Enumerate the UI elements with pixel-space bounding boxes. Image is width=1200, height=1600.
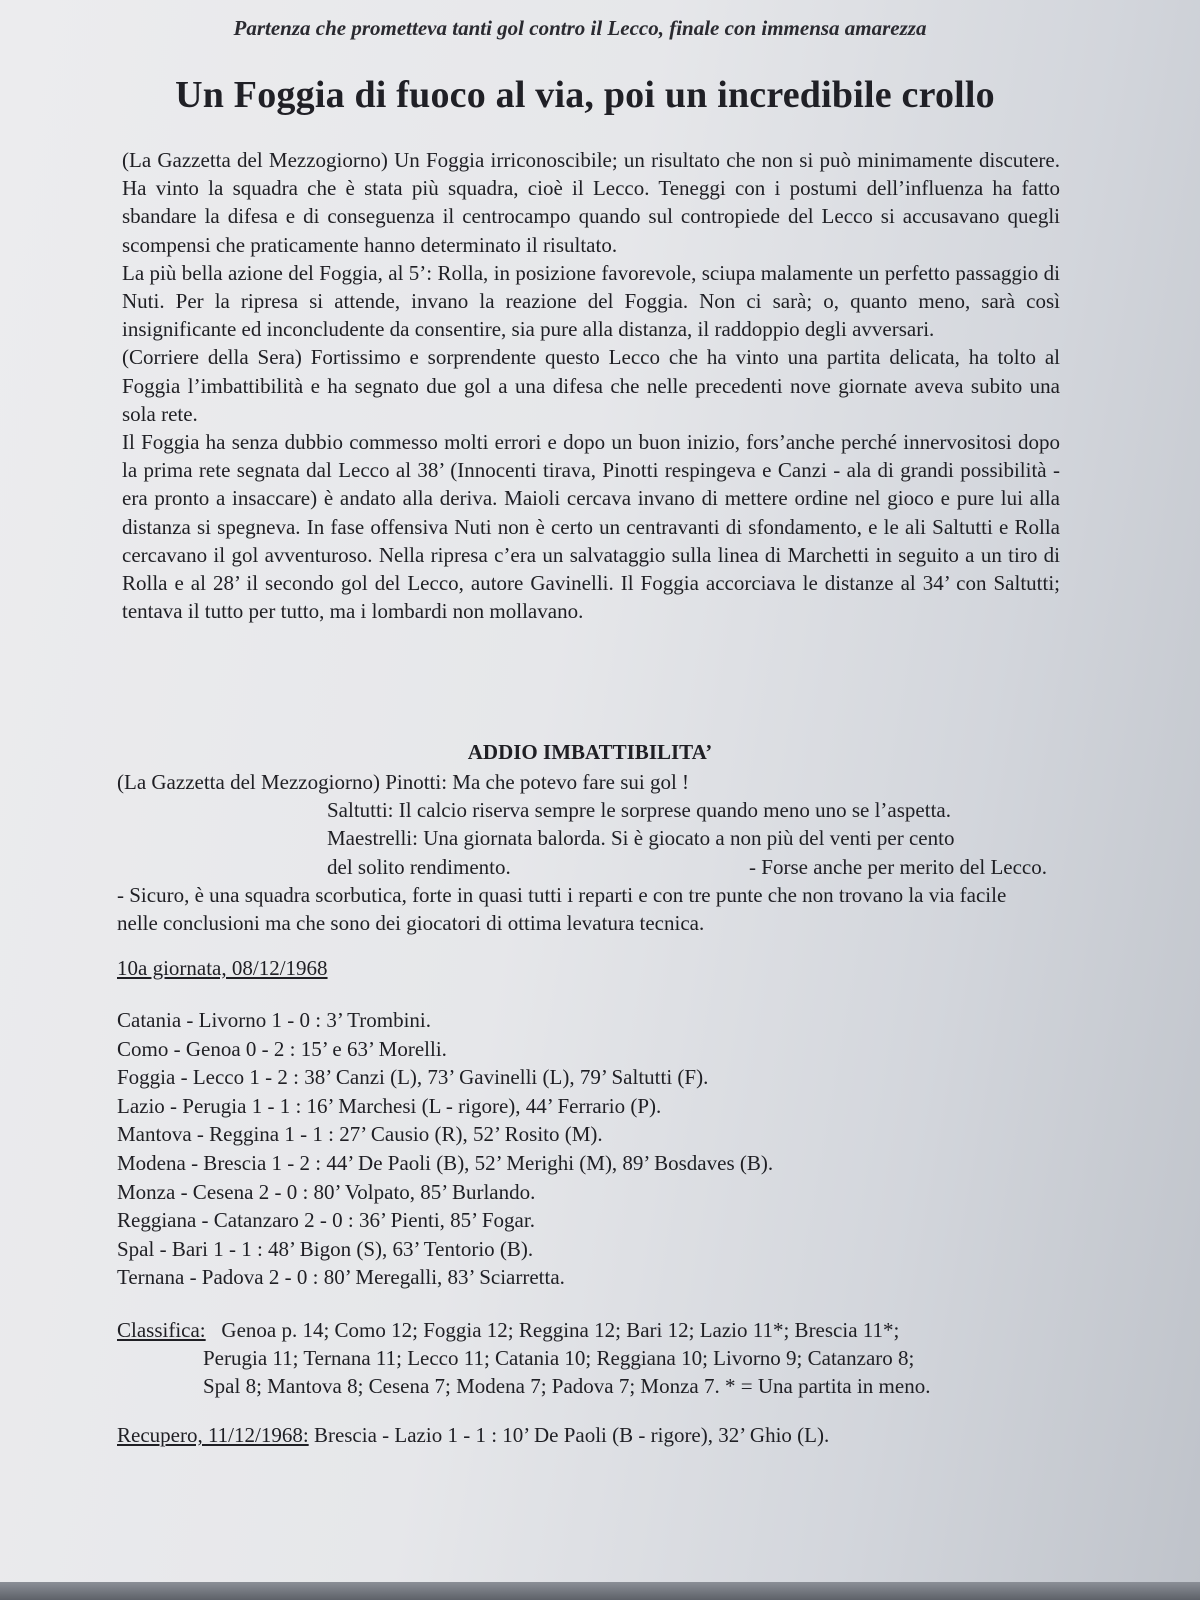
result-row: Como - Genoa 0 - 2 : 15’ e 63’ Morelli. <box>117 1036 447 1061</box>
quote-line: (La Gazzetta del Mezzogiorno) Pinotti: Ma che potevo fare sui gol ! <box>117 770 690 794</box>
section-title: ADDIO IMBATTIBILITA’ <box>467 740 713 764</box>
result-row: Monza - Cesena 2 - 0 : 80’ Volpato, 85’ Burlando. <box>117 1179 536 1204</box>
quote-line: Saltutti: Il calcio riserva sempre le sorprese quando meno uno se l’aspetta. <box>327 798 951 823</box>
paragraph: (Corriere della Sera) Fortissimo e sorprendente questo Lecco che ha vinto una partita delicata, ha tolto al Foggia l’imbattibilità e ha segnato due gol a una difesa che nelle precedenti nove giornate aveva subito una sola rete. <box>122 345 1060 426</box>
result-row: Catania - Livorno 1 - 0 : 3’ Trombini. <box>117 1008 432 1032</box>
results-list <box>117 1006 773 1292</box>
standings-line: Spal 8; Mantova 8; Cesena 7; Modena 7; Padova 7; Monza 7. * = Una partita in meno. <box>203 1374 931 1398</box>
quote-line: del solito rendimento. <box>327 854 511 879</box>
result-row: Spal - Bari 1 - 1 : 48’ Bigon (S), 63’ Tentorio (B). <box>117 1236 534 1261</box>
recovery-line <box>117 1423 829 1448</box>
result-row: Foggia - Lecco 1 - 2 : 38’ Canzi (L), 73’ Gavinelli (L), 79’ Saltutti (F). <box>117 1065 709 1090</box>
standings-line: Perugia 11; Ternana 11; Lecco 11; Catania 10; Reggiana 10; Livorno 9; Catanzaro 8; <box>203 1346 915 1370</box>
article-body <box>122 146 1060 625</box>
page-bottom-edge <box>0 1582 1200 1600</box>
result-row: Lazio - Perugia 1 - 1 : 16’ Marchesi (L - rigore), 44’ Ferrario (P). <box>117 1093 662 1118</box>
paragraph: Il Foggia ha senza dubbio commesso molti errori e dopo un buon inizio, fors’anche perché innervositosi dopo la prima rete segnata dal Lecco al 38’ (Innocenti tirava, Pinotti respingeva e Canzi - ala di grandi possibilità - era pronto a insaccare) è andato alla deriva. Maioli cercava invano di mettere ordine nel gioco e pure lui alla distanza si spegneva. In fase offensiva Nuti non è certo un centravanti di sfondamento, e le ali Saltutti e Rolla cercavano il gol avventuroso. Nella ripresa c’era un salvataggio sulla linea di Marchetti in seguito a un tiro di Rolla e al 28’ il secondo gol del Lecco, autore Gavinelli. Il Foggia accorciava le distanze al 34’ con Saltutti; tentava il tutto per tutto, ma i lombardi non mollavano. <box>122 430 1060 624</box>
standings-label: Classifica: <box>117 1318 206 1342</box>
quote-line-split <box>117 853 1047 881</box>
result-row: Reggiana - Catanzaro 2 - 0 : 36’ Pienti, 85’ Fogar. <box>117 1208 535 1233</box>
standings-line <box>117 1316 1037 1344</box>
paragraph: (La Gazzetta del Mezzogiorno) Un Foggia irriconoscibile; un risultato che non si può minimamente discutere. Ha vinto la squadra che è stata più squadra, cioè il Lecco. Teneggi con i postumi dell’influenza ha fatto sbandare la difesa e di conseguenza il centrocampo quando sul contropiede del Lecco si accusavano quegli scompensi che praticamente hanno determinato il risultato. <box>122 148 1060 257</box>
headline: Un Foggia di fuoco al via, poi un incredibile crollo <box>175 74 995 116</box>
recovery-text: Brescia - Lazio 1 - 1 : 10’ De Paoli (B - rigore), 32’ Ghio (L). <box>313 1423 830 1447</box>
kicker: Partenza che prometteva tanti gol contro il Lecco, finale con immensa amarezza <box>233 16 927 40</box>
recovery-label: Recupero, 11/12/1968: <box>117 1423 309 1447</box>
quotes-block <box>117 768 1047 937</box>
standings <box>117 1316 1037 1400</box>
result-row: Ternana - Padova 2 - 0 : 80’ Meregalli, 83’ Sciarretta. <box>117 1265 565 1290</box>
result-row: Modena - Brescia 1 - 2 : 44’ De Paoli (B), 52’ Merighi (M), 89’ Bosdaves (B). <box>117 1150 774 1175</box>
round-title: 10a giornata, 08/12/1968 <box>117 956 328 980</box>
standings-text: Genoa p. 14; Como 12; Foggia 12; Reggina 12; Bari 12; Lazio 11*; Brescia 11*; <box>221 1318 900 1342</box>
quote-line: - Forse anche per merito del Lecco. <box>749 854 1047 879</box>
result-row: Mantova - Reggina 1 - 1 : 27’ Causio (R), 52’ Rosito (M). <box>117 1122 603 1147</box>
paragraph: La più bella azione del Foggia, al 5’: Rolla, in posizione favorevole, sciupa malamente un perfetto passaggio di Nuti. Per la ripresa si attende, invano la reazione del Foggia. Non ci sarà; o, quanto meno, sarà così insignificante ed inconcludente da consentire, sia pure alla distanza, il raddoppio degli avversari. <box>122 260 1060 342</box>
quote-line: - Sicuro, è una squadra scorbutica, forte in quasi tutti i reparti e con tre punte che non trovano la via facile nelle conclusioni ma che sono dei giocatori di ottima levatura tecnica. <box>117 882 1007 936</box>
quote-line: Maestrelli: Una giornata balorda. Si è giocato a non più del venti per cento <box>327 826 955 851</box>
